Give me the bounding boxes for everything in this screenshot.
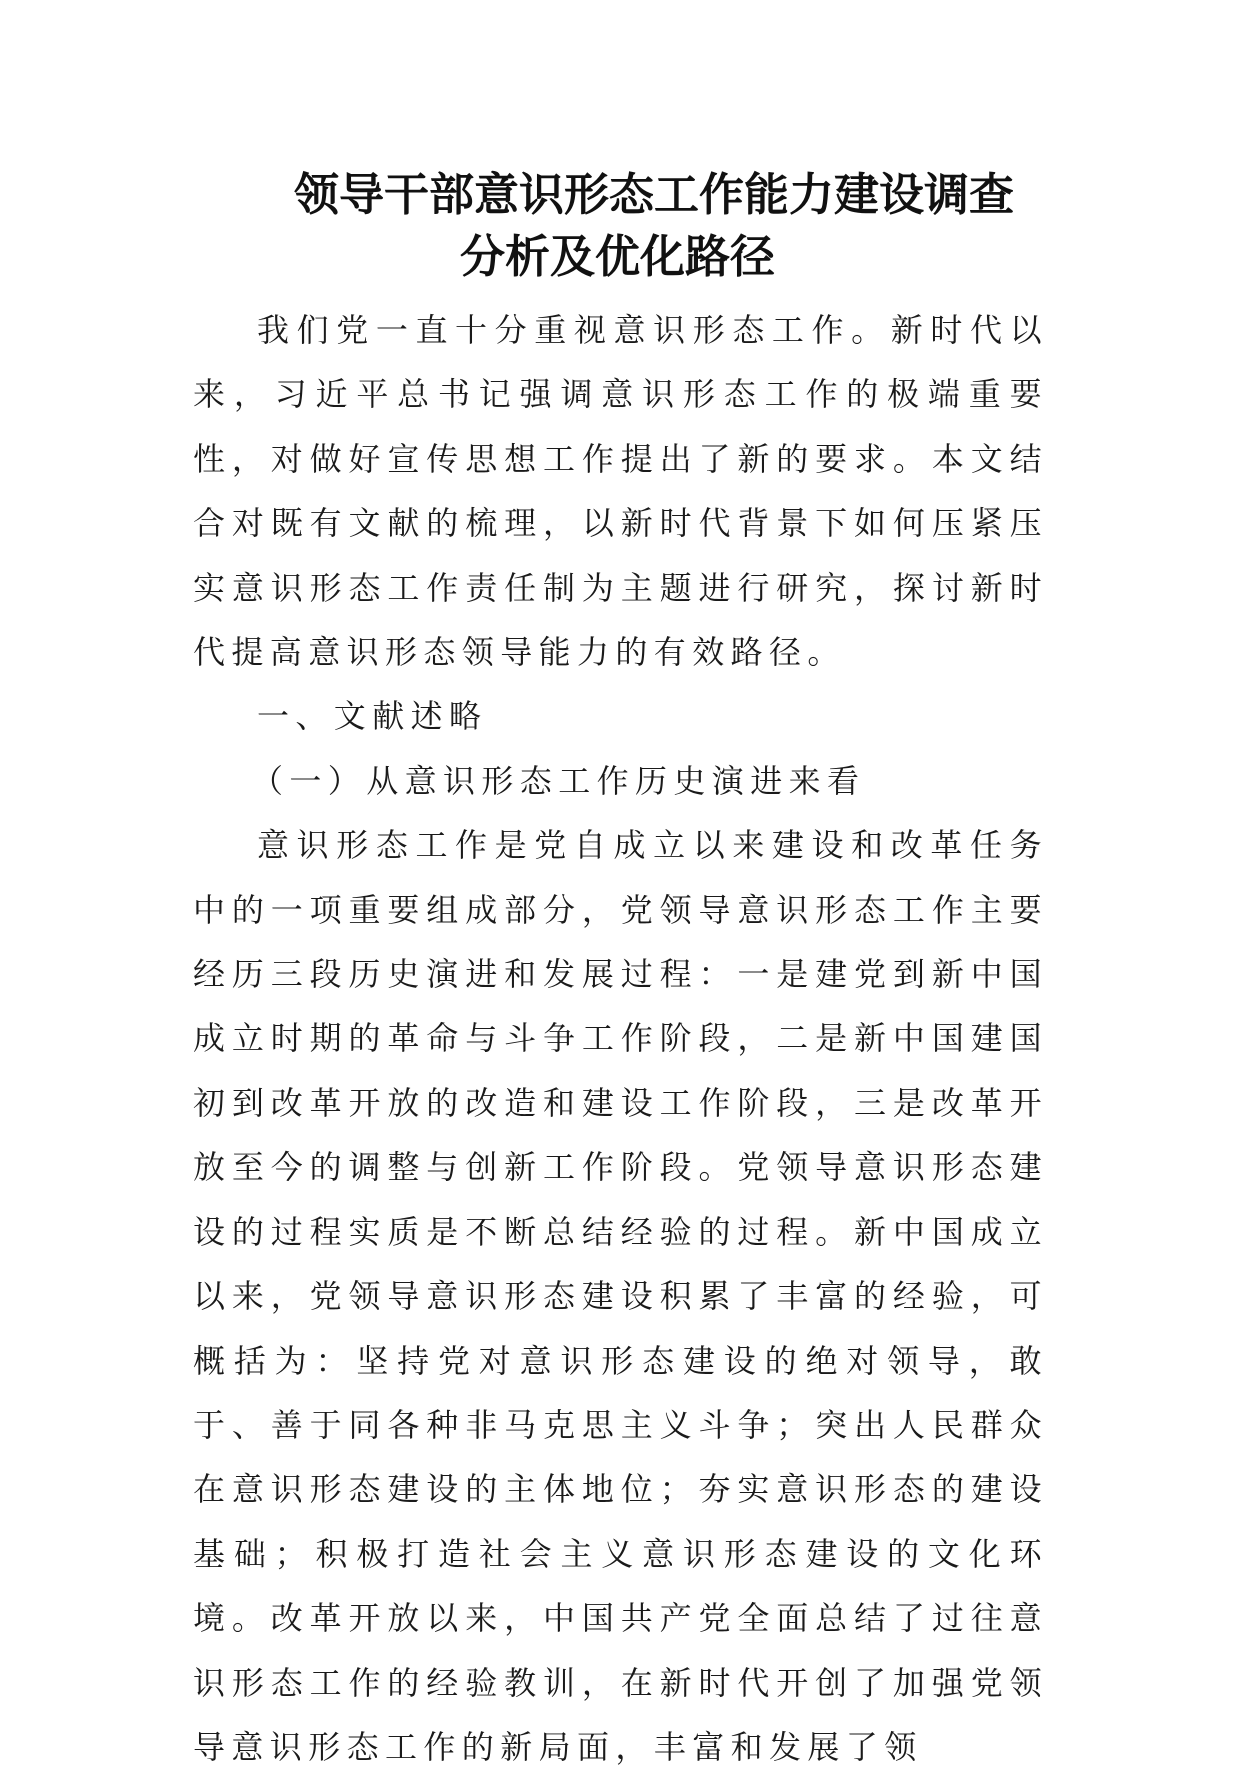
subsection-paragraph: 意识形态工作是党自成立以来建设和改革任务中的一项重要组成部分，党领导意识形态工作主要经历三段历史演进和发展过程：一是建党到新中国成立时期的革命与斗争工作阶段，二是新中国建国初到改革开放的改造和建设工作阶段，三是改革开放至今的调整与创新工作阶段。党领导意识形态建设的过程实质是不断总结经验的过程。新中国成立以来，党领导意识形态建设积累了丰富的经验，可概括为：坚持党对意识形态建设的绝对领导，敢于、善于同各种非马克思主义斗争；突出人民群众在意识形态建设的主体地位；夯实意识形态的建设基础；积极打造社会主义意识形态建设的文化环境。改革开放以来，中国共产党全面总结了过往意识形态工作的经验教训，在新时代开创了加强党领导意识形态工作的新局面，丰富和发展了领 — [193, 826, 1048, 1766]
document-body — [193, 298, 1048, 1779]
document-title-line1: 领导干部意识形态工作能力建设调查 — [294, 168, 1015, 221]
document-title-line2: 分析及优化路径 — [460, 230, 776, 283]
section-heading: 一、文献述略 — [257, 697, 488, 736]
intro-paragraph: 我们党一直十分重视意识形态工作。新时代以来，习近平总书记强调意识形态工作的极端重要性，对做好宣传思想工作提出了新的要求。本文结合对既有文献的梳理，以新时代背景下如何压紧压实意识形态工作责任制为主题进行研究，探讨新时代提高意识形态领导能力的有效路径。 — [193, 311, 1048, 672]
subsection-heading: （一）从意识形态工作历史演进来看 — [251, 761, 866, 800]
